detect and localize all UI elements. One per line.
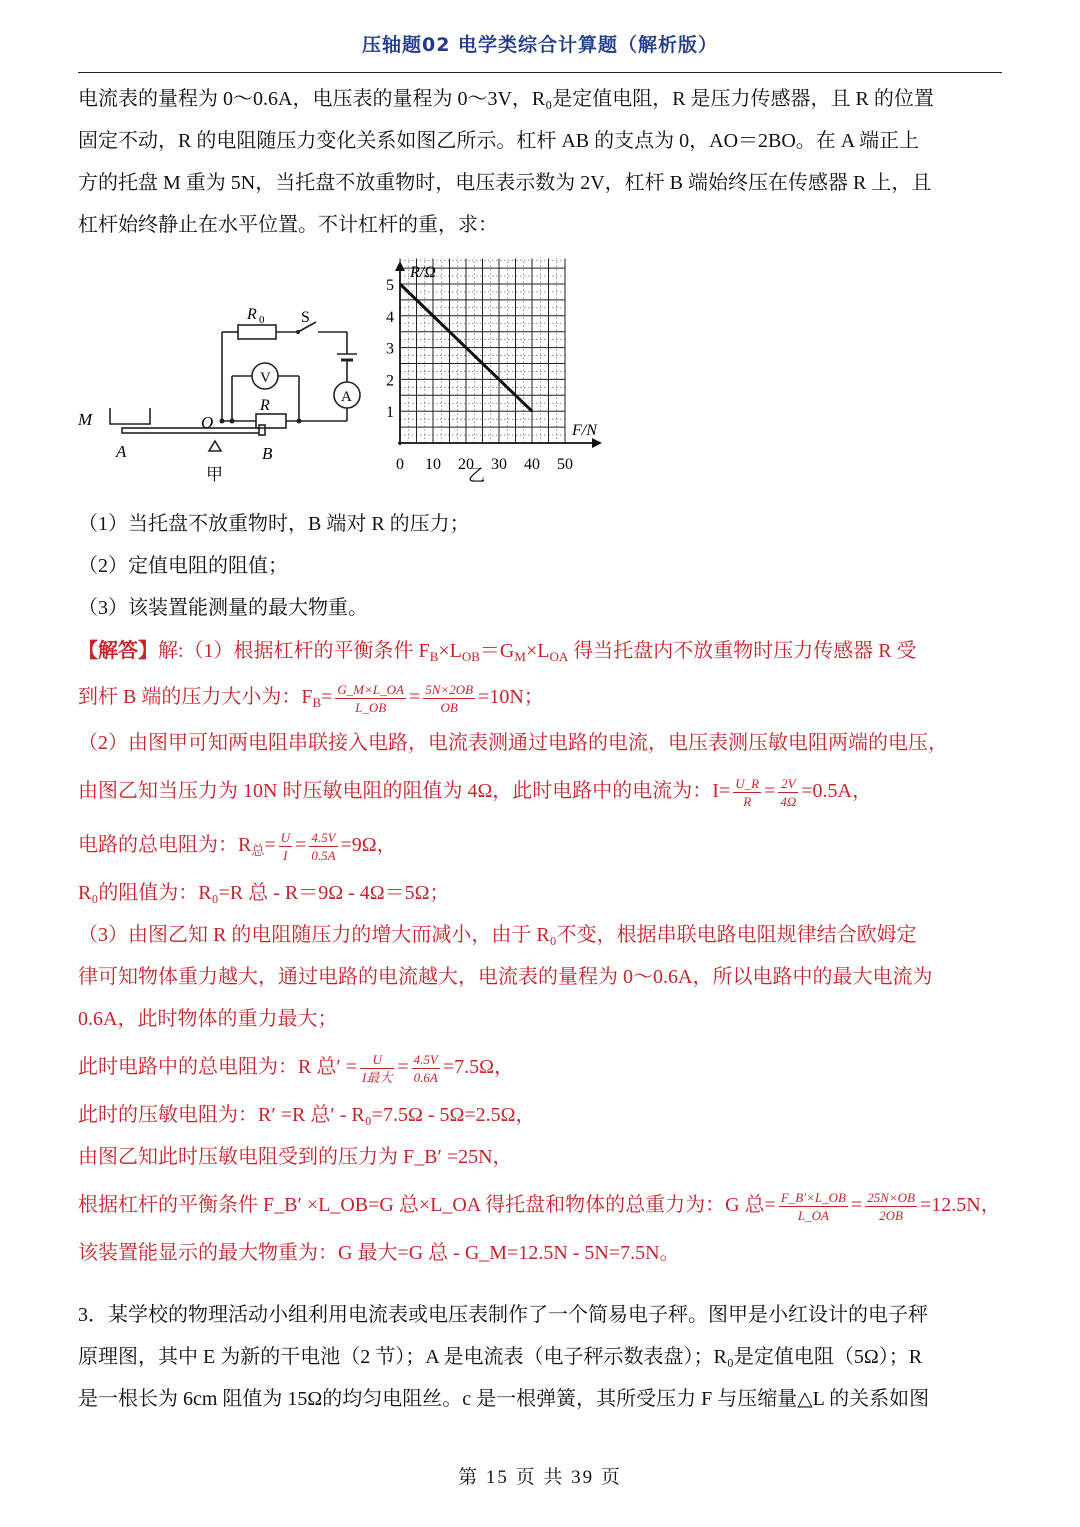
answer-line-14: 该装置能显示的最大物重为：G 最大=G 总 - G_M=12.5N - 5N=7.5N。 <box>78 1242 680 1264</box>
intro-line: 杠杆始终静止在水平位置。不计杠杆的重，求： <box>78 214 498 236</box>
answer-text: 此时电路中的总电阻为：R 总′ = <box>78 1056 357 1078</box>
page-footer: 第 15 页 共 39 页 <box>458 1467 622 1488</box>
answer-line-7: （3）由图乙知 R 的电阻随压力的增大而减小，由于 R₀不变，根据串联电路电阻规律结合欧姆定 <box>78 924 917 946</box>
answer-text: 得当托盘内不放重物时压力传感器 R 受 <box>568 640 917 662</box>
label-A: A <box>116 442 127 461</box>
intro-line: 方的托盘 M 重为 5N，当托盘不放重物时，电压表示数为 2V，杠杆 B 端始终压在传感器 R 上，且 <box>78 172 932 194</box>
label-R0: R <box>247 306 257 323</box>
label-B: B <box>262 444 273 463</box>
page-header: 压轴题02 电学类综合计算题（解析版） <box>361 34 719 56</box>
fraction: $\frac{4.5V}{0.5A}$ <box>311 829 336 863</box>
fraction: $\frac{U}{I}$ <box>280 829 291 863</box>
answer-line-9: 0.6A，此时物体的重力最大； <box>78 1008 338 1030</box>
answer-text: =9Ω， <box>340 834 397 856</box>
answer-line-13: 根据杠杆的平衡条件 F_B′ ×L_OB=G 总×L_OA 得托盘和物体的总重力为：G 总= $\frac{F\_B'\times L\_OB}{L\_OA}$ = $\frac{25N\times OB}{2OB}$ =12.5N， <box>78 1189 1001 1223</box>
subscript: 总 <box>251 843 265 858</box>
subscript: M <box>514 649 526 664</box>
answer-text: 到杆 B 端的压力大小为：F <box>78 686 313 708</box>
y-tick-label: 3 <box>386 340 394 358</box>
label-M: M <box>78 410 93 429</box>
subscript: B <box>312 695 322 710</box>
fraction: $\frac{4.5V}{0.6A}$ <box>413 1051 438 1085</box>
fraction: $\frac{U}{\text{I最大}}$ <box>362 1051 393 1085</box>
label-R: R <box>260 397 270 414</box>
x-axis-label: F/N <box>572 422 597 439</box>
subscript: B <box>429 649 439 664</box>
answer-text: =10N； <box>478 686 544 708</box>
answer-text: 根据杠杆的平衡条件 F_B′ ×L_OB=G 总×L_OA 得托盘和物体的总重力为：G 总= <box>78 1194 776 1216</box>
q3-line: 是一根长为 6cm 阻值为 15Ω的均匀电阻丝。c 是一根弹簧，其所受压力 F 与压缩量△L 的关系如图 <box>78 1388 930 1410</box>
fraction: $\frac{2V}{4\Omega}$ <box>780 775 797 809</box>
answer-text: = <box>321 686 333 708</box>
intro-line: 电流表的量程为 0～0.6A，电压表的量程为 0～3V，R₀是定值电阻，R 是压力传感器，且 R 的位置 <box>78 88 934 110</box>
caption-yi: 乙 <box>468 466 485 485</box>
question-item: （2）定值电阻的阻值； <box>78 555 288 577</box>
question-3 <box>78 1294 1004 1420</box>
answer-text: =7.5Ω， <box>442 1056 514 1078</box>
x-tick-label: 50 <box>557 456 573 473</box>
x-tick-label: 20 <box>458 456 474 473</box>
y-tick-label: 5 <box>386 277 394 294</box>
x-tick-label: 40 <box>524 456 540 473</box>
answer-line-6: R₀的阻值为：R₀=R 总 - R＝9Ω - 4Ω＝5Ω； <box>78 882 450 904</box>
fraction: $\frac{25N\times OB}{2OB}$ <box>867 1189 915 1223</box>
ammeter-label: A <box>341 389 352 405</box>
subscript: OB <box>461 649 480 664</box>
answer-line-4: 由图乙知当压力为 10N 时压敏电阻的阻值为 4Ω，此时电路中的电流为：I= $\frac{U\_R}{R}$ = $\frac{2V}{4\Omega}$ =0.5A， <box>78 775 873 809</box>
answer-line-5: 电路的总电阻为：$R_总=$ $\frac{U}{I}$ = $\frac{4.5V}{0.5A}$ =9Ω， <box>78 829 397 863</box>
figure-yi-chart <box>370 255 630 490</box>
label-S: S <box>301 309 310 326</box>
x-tick-label: 0 <box>396 456 404 473</box>
fraction: $\frac{U\_R}{R}$ <box>735 775 760 809</box>
x-tick-label: 30 <box>491 456 507 473</box>
y-axis-arrow <box>395 261 405 271</box>
answer-line-2: 到杆 B 端的压力大小为：$F_B=$ $\frac{G\_M\times L\_OA}{L\_OB}$ = $\frac{5N\times 2OB}{OB}$ =10N； <box>78 681 544 715</box>
answer-line-8: 律可知物体重力越大，通过电路的电流越大，电流表的量程为 0～0.6A，所以电路中的最大电流为 <box>78 966 933 988</box>
answer-tag: 【解答】 <box>78 640 158 662</box>
question-item: （3）该装置能测量的最大物重。 <box>78 597 368 619</box>
subscript: OA <box>549 649 569 664</box>
fraction: $\frac{5N\times 2OB}{OB}$ <box>425 681 474 715</box>
answer-text: 电路的总电阻为：R <box>78 834 252 856</box>
label-R0-sub: 0 <box>259 314 265 326</box>
answer-text: 解:（1）根据杠杆的平衡条件 F <box>158 640 430 662</box>
intro-line: 固定不动，R 的电阻随压力变化关系如图乙所示。杠杆 AB 的支点为 0，AO＝2BO。在 A 端正上 <box>78 130 920 152</box>
answer-text: 由图乙知当压力为 10N 时压敏电阻的阻值为 4Ω，此时电路中的电流为：I= <box>78 780 731 802</box>
intro-paragraph <box>78 78 1004 246</box>
answer-text: =12.5N， <box>919 1194 1001 1216</box>
y-tick-label: 1 <box>386 404 394 422</box>
q3-line: 3．某学校的物理活动小组利用电流表或电压表制作了一个简易电子秤。图甲是小红设计的电子秤 <box>78 1304 928 1326</box>
answer-text: ×L <box>438 640 462 662</box>
voltmeter-label: V <box>260 370 271 386</box>
answer-line-1 <box>78 630 1004 672</box>
caption-jia: 甲 <box>206 465 223 484</box>
answer-block <box>78 630 1004 1274</box>
answer-line-11: 此时的压敏电阻为：R′ =R 总′ - R₀=7.5Ω - 5Ω=2.5Ω， <box>78 1104 536 1126</box>
x-axis-arrow <box>592 438 602 448</box>
label-O: O <box>201 413 214 432</box>
y-axis-label: R/Ω <box>410 264 436 281</box>
fraction: $\frac{G\_M\times L\_OA}{L\_OB}$ <box>337 681 404 715</box>
y-tick-label: 2 <box>386 372 394 390</box>
x-tick-label: 10 <box>425 456 441 473</box>
questions <box>78 503 1004 629</box>
answer-text: ×L <box>525 640 550 662</box>
answer-line-12: 由图乙知此时压敏电阻受到的压力为 F_B′ =25N， <box>78 1146 513 1168</box>
answer-line-10: 此时电路中的总电阻为：R 总′ = $\frac{U}{\text{I最大}}$ = $\frac{4.5V}{0.6A}$ =7.5Ω， <box>78 1051 514 1085</box>
header-rule <box>78 72 1002 73</box>
fraction: $\frac{F\_B'\times L\_OB}{L\_OA}$ <box>780 1189 846 1223</box>
y-tick-label: 4 <box>386 308 394 326</box>
answer-text: ＝G <box>479 640 515 662</box>
q3-line: 原理图，其中 E 为新的干电池（2 节）；A 是电流表（电子秤示数表盘）；R₀是定值电阻（5Ω）；R <box>78 1346 923 1368</box>
figure-jia <box>70 290 370 490</box>
question-item: （1）当托盘不放重物时，B 端对 R 的压力； <box>78 513 470 535</box>
answer-text: =0.5A， <box>801 780 873 802</box>
answer-line-3: （2）由图甲可知两电阻串联接入电路，电流表测通过电路的电流，电压表测压敏电阻两端的电压， <box>78 732 948 754</box>
